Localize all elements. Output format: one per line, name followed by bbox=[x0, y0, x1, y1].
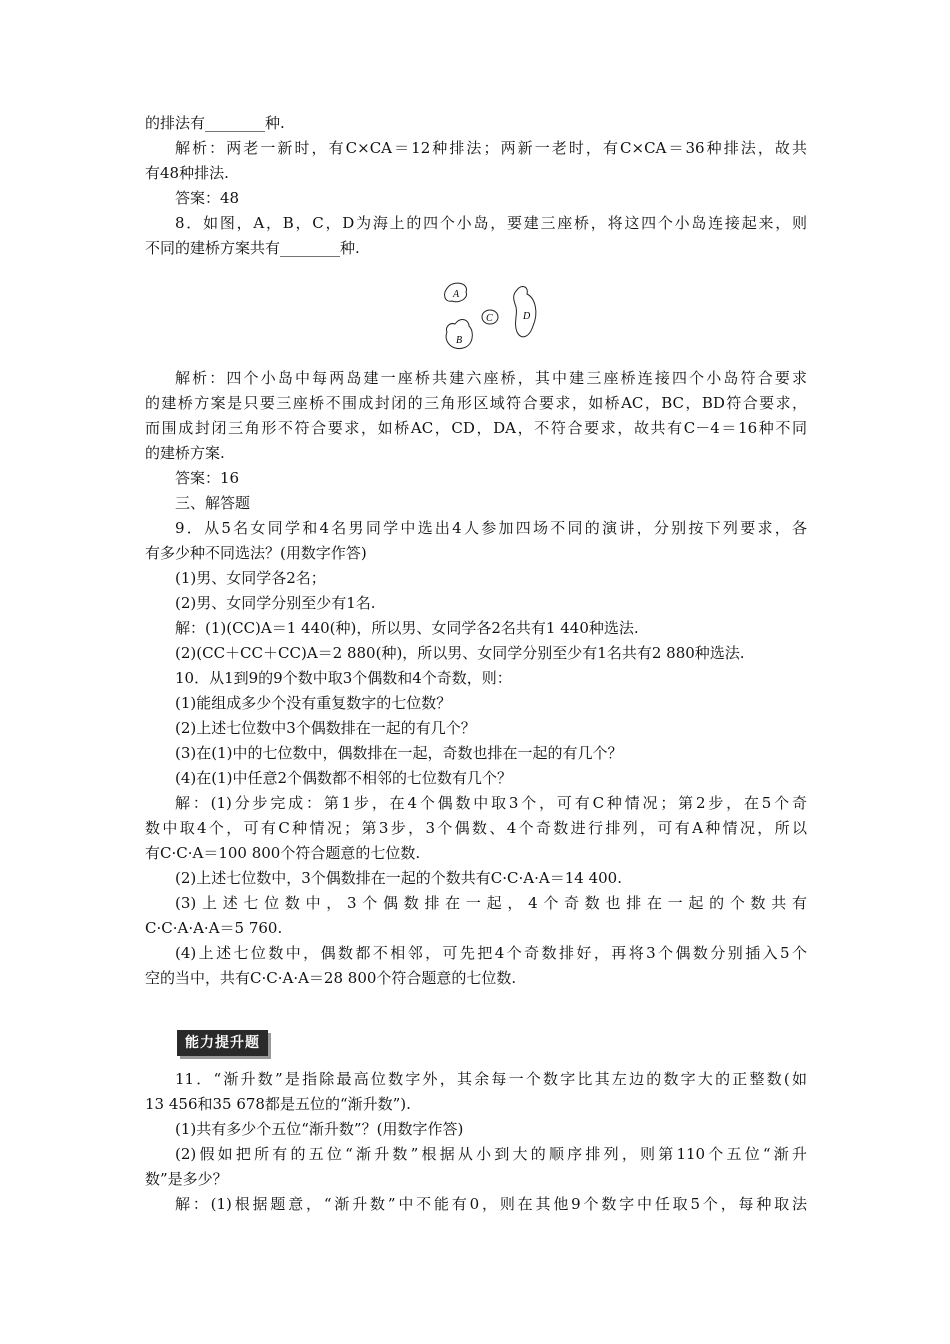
text-line: 解：(1)分步完成：第1步，在4个偶数中取3个，可有C种情况；第2步，在5个奇 bbox=[175, 794, 807, 812]
text-line: 不同的建桥方案共有________种. bbox=[145, 239, 360, 257]
text-line: (3)在(1)中的七位数中，偶数排在一起，奇数也排在一起的有几个？ bbox=[175, 744, 623, 762]
text-line: 数”是多少？ bbox=[145, 1170, 228, 1188]
text-line: (1)男、女同学各2名； bbox=[175, 569, 326, 587]
text-line: (1)共有多少个五位“渐升数”？(用数字作答) bbox=[175, 1120, 464, 1138]
section-badge: 能力提升题 bbox=[177, 1030, 268, 1056]
island-d-label: D bbox=[523, 311, 531, 322]
text-line: (2)(CC＋CC＋CC)A＝2 880(种)，所以男、女同学分别至少有1名共有2 880种选法. bbox=[175, 644, 745, 662]
text-line: 解：(1)(CC)A＝1 440(种)，所以男、女同学各2名共有1 440种选法. bbox=[175, 619, 639, 637]
text-line: (2)上述七位数中3个偶数排在一起的有几个？ bbox=[175, 719, 476, 737]
text-line: C·C·A·A·A＝5 760. bbox=[145, 919, 283, 937]
text-line: 而围成封闭三角形不符合要求，如桥AC，CD，DA，不符合要求，故共有C－4＝16种不同 bbox=[145, 419, 807, 437]
text-line: 有多少种不同选法？(用数字作答) bbox=[145, 544, 367, 562]
text-line: 的建桥方案. bbox=[145, 444, 225, 462]
text-line: 有C·C·A＝100 800个符合题意的七位数. bbox=[145, 844, 421, 862]
text-line: (4)在(1)中任意2个偶数都不相邻的七位数有几个？ bbox=[175, 769, 513, 787]
text-line: 有48种排法. bbox=[145, 164, 229, 182]
text-line: (3)上述七位数中，3个偶数排在一起，4个奇数也排在一起的个数共有 bbox=[175, 894, 807, 912]
text-line: 的建桥方案是只要三座桥不围成封闭的三角形区域符合要求，如桥AC，BC，BD符合要求， bbox=[145, 394, 807, 412]
text-line: (1)能组成多少个没有重复数字的七位数？ bbox=[175, 694, 452, 712]
islands-figure bbox=[435, 278, 555, 358]
question-9: 9．从5名女同学和4名男同学中选出4人参加四场不同的演讲，分别按下列要求，各 bbox=[175, 519, 807, 537]
question-10: 10．从1到9的9个数中取3个偶数和4个奇数，则： bbox=[175, 669, 512, 687]
question-11: 11．“渐升数”是指除最高位数字外，其余每一个数字比其左边的数字大的正整数(如 bbox=[175, 1070, 807, 1088]
text-line: (2)男、女同学分别至少有1名. bbox=[175, 594, 376, 612]
text-line: 13 456和35 678都是五位的“渐升数”). bbox=[145, 1095, 411, 1113]
text-line: (2)上述七位数中，3个偶数排在一起的个数共有C·C·A·A＝14 400. bbox=[175, 869, 622, 887]
section-heading: 三、解答题 bbox=[175, 494, 251, 512]
text-line: 解析：四个小岛中每两岛建一座桥共建六座桥，其中建三座桥连接四个小岛符合要求 bbox=[175, 369, 807, 387]
island-a-label: A bbox=[453, 289, 460, 300]
text-line: 空的当中，共有C·C·A·A＝28 800个符合题意的七位数. bbox=[145, 969, 517, 987]
text-line: 数中取4个，可有C种情况；第3步，3个偶数、4个奇数进行排列，可有A种情况，所以 bbox=[145, 819, 807, 837]
island-c-label: C bbox=[486, 313, 493, 324]
answer-line: 答案：16 bbox=[175, 469, 240, 487]
text-line: 解：(1)根据题意，“渐升数”中不能有0，则在其他9个数字中任取5个，每种取法 bbox=[175, 1195, 807, 1213]
text-line: (2)假如把所有的五位“渐升数”根据从小到大的顺序排列，则第110个五位“渐升 bbox=[175, 1145, 807, 1163]
text-line: 的排法有________种. bbox=[145, 114, 285, 132]
island-b-label: B bbox=[456, 335, 463, 346]
text-line: (4)上述七位数中，偶数都不相邻，可先把4个奇数排好，再将3个偶数分别插入5个 bbox=[175, 944, 807, 962]
answer-line: 答案：48 bbox=[175, 189, 240, 207]
text-line: 解析：两老一新时，有C×CA＝12种排法；两新一老时，有C×CA＝36种排法，故共 bbox=[175, 139, 807, 157]
question-8: 8．如图，A，B，C，D为海上的四个小岛，要建三座桥，将这四个小岛连接起来，则 bbox=[175, 214, 807, 232]
